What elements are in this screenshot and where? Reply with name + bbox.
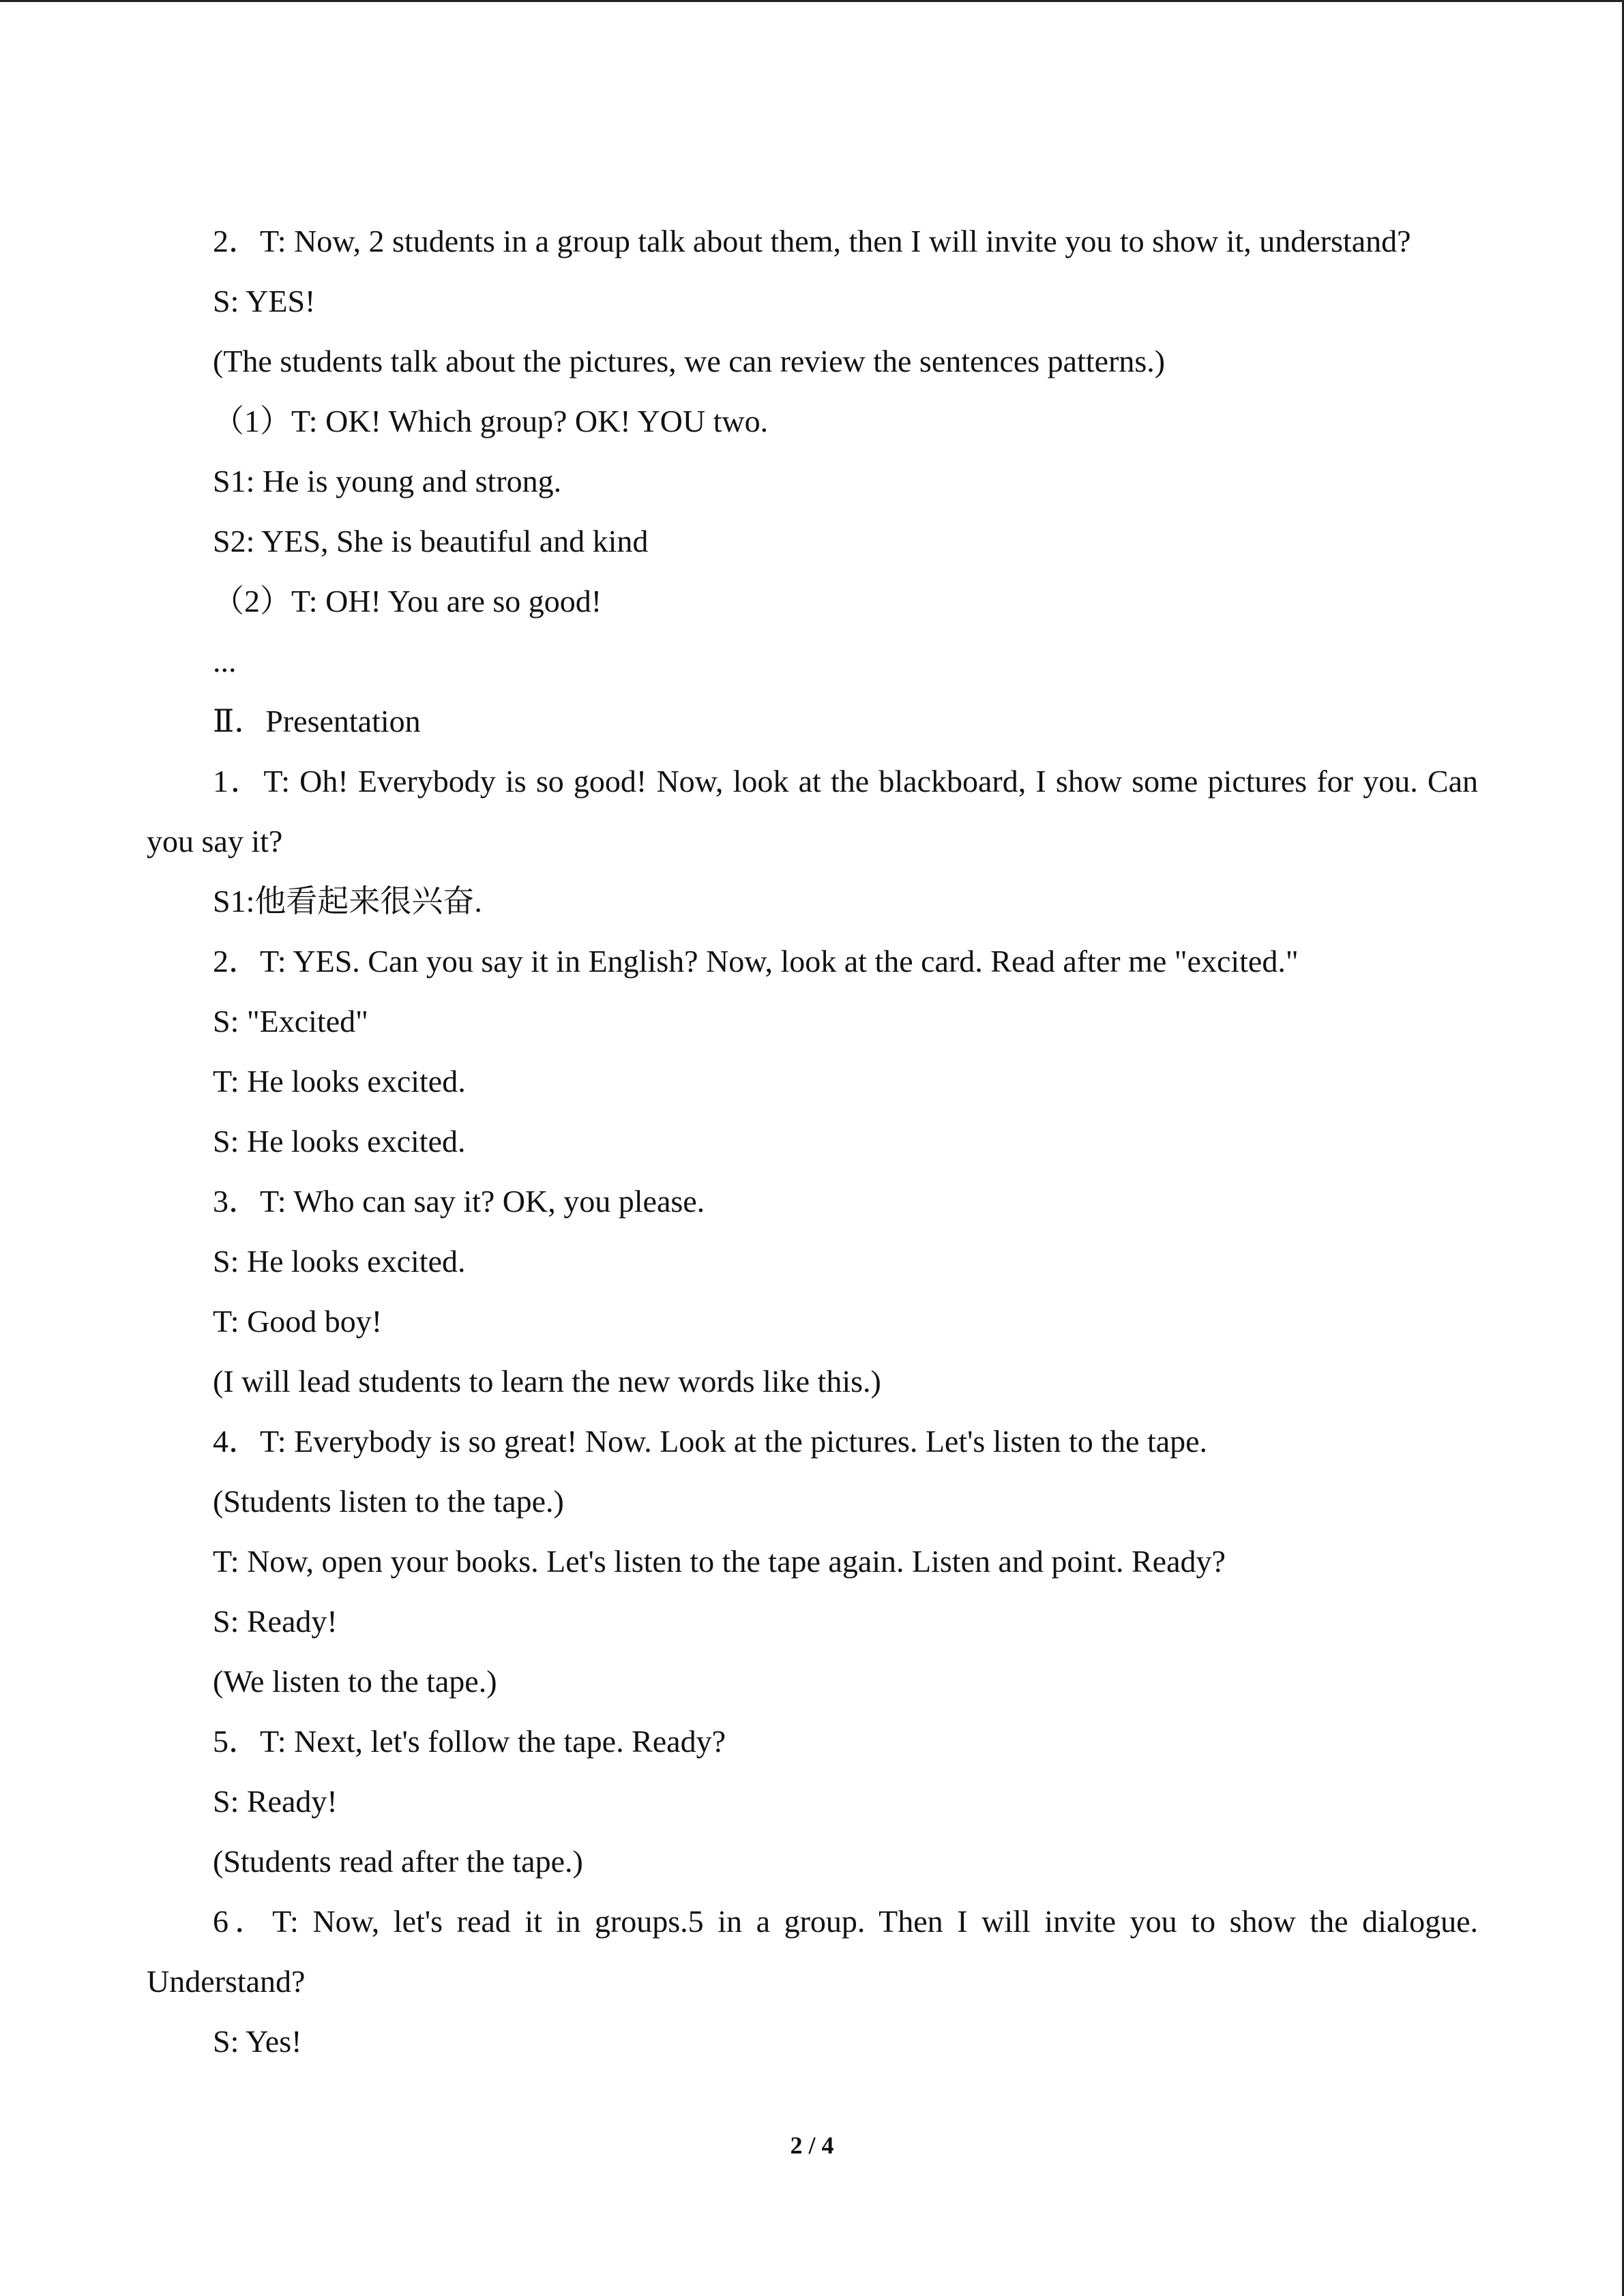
- paragraph: S: He looks excited.: [213, 1124, 466, 1159]
- paragraph: S: He looks excited.: [213, 1244, 466, 1279]
- paragraph: S: Ready!: [213, 1784, 338, 1819]
- paragraph: ...: [213, 644, 237, 679]
- paragraph: （1）T: OK! Which group? OK! YOU two.: [213, 404, 769, 438]
- paragraph: S: YES!: [213, 284, 316, 318]
- section-heading: Ⅱ．Presentation: [213, 704, 421, 739]
- paragraph: S1: He is young and strong.: [213, 464, 562, 498]
- top-border: [0, 0, 1624, 2]
- paragraph: (Students listen to the tape.): [213, 1484, 564, 1519]
- paragraph: S: Yes!: [213, 2024, 302, 2059]
- paragraph: (I will lead students to learn the new words like this.): [213, 1364, 881, 1399]
- document-body: [147, 211, 1478, 2072]
- paragraph: T: He looks excited.: [213, 1064, 466, 1099]
- paragraph: 2．T: YES. Can you say it in English? Now, look at the card. Read after me "excited.": [213, 944, 1299, 979]
- paragraph: T: Good boy!: [213, 1304, 383, 1339]
- paragraph: (Students read after the tape.): [213, 1844, 583, 1879]
- paragraph: S: Ready!: [213, 1604, 338, 1639]
- paragraph: 3．T: Who can say it? OK, you please.: [213, 1184, 705, 1219]
- paragraph: 6．T: Now, let's read it in groups.5 in a group. Then I will invite you to show the dialogue. Understand?: [147, 1904, 1478, 1999]
- paragraph: (We listen to the tape.): [213, 1664, 497, 1699]
- paragraph: 2．T: Now, 2 students in a group talk about them, then I will invite you to show it, understand?: [213, 224, 1411, 258]
- paragraph: (The students talk about the pictures, we can review the sentences patterns.): [213, 344, 1166, 378]
- paragraph: S2: YES, She is beautiful and kind: [213, 524, 649, 558]
- page-number: 2 / 4: [790, 2132, 834, 2159]
- paragraph: 1．T: Oh! Everybody is so good! Now, look at the blackboard, I show some pictures for you. Can you say it?: [147, 764, 1478, 859]
- paragraph: 4．T: Everybody is so great! Now. Look at the pictures. Let's listen to the tape.: [213, 1424, 1208, 1459]
- paragraph: 5．T: Next, let's follow the tape. Ready?: [213, 1724, 726, 1759]
- paragraph: S1:他看起来很兴奋.: [213, 884, 482, 919]
- paragraph: （2）T: OH! You are so good!: [213, 584, 602, 618]
- paragraph: T: Now, open your books. Let's listen to the tape again. Listen and point. Ready?: [213, 1544, 1226, 1579]
- paragraph: S: "Excited": [213, 1004, 368, 1039]
